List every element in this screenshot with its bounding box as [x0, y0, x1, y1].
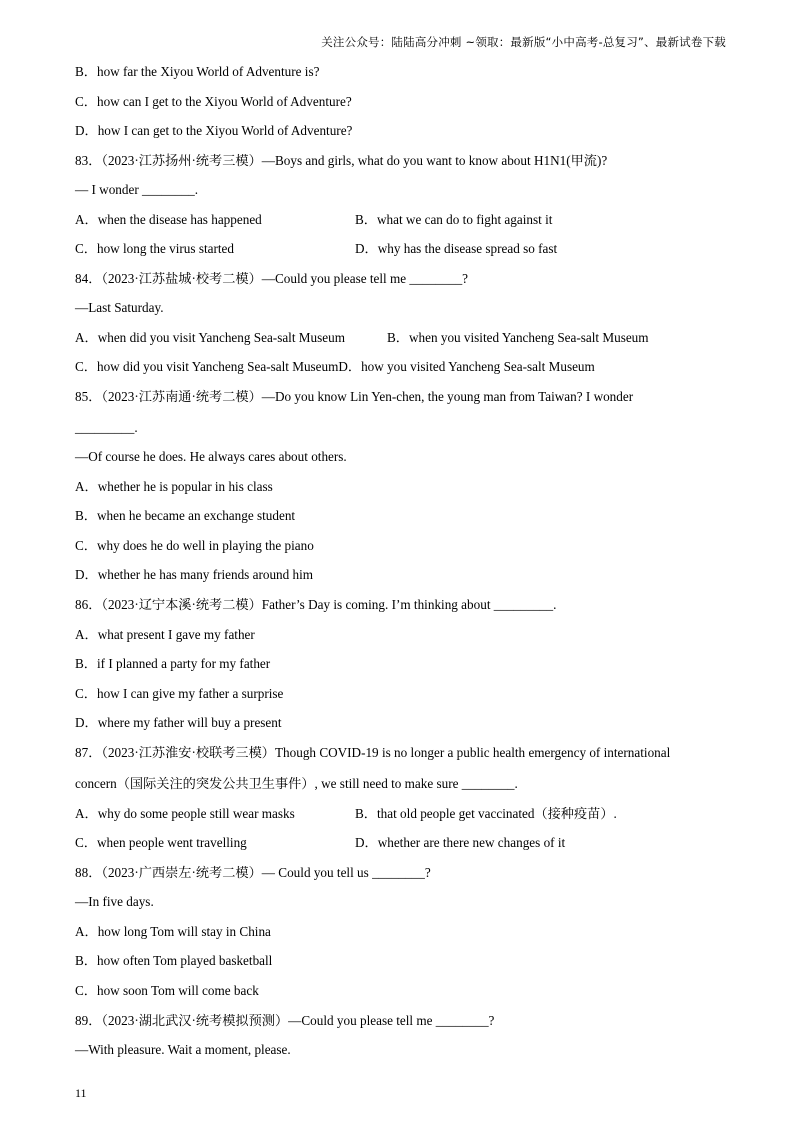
question-86-option-a: A．what present I gave my father — [75, 627, 255, 642]
question-84-stem: 84．（2023·江苏盐城·校考二模）—Could you please tell me ________? — [75, 271, 469, 286]
question-83-stem: 83．（2023·江苏扬州·统考三模）—Boys and girls, what do you want to know about H1N1(甲流)? — [75, 153, 608, 168]
question-85-option-d: D．whether he has many friends around him — [75, 567, 314, 582]
question-83-option-d: D．why has the disease spread so fast — [355, 241, 558, 256]
question-87-option-c: C．when people went travelling — [75, 835, 247, 850]
question-84-option-b: B．when you visited Yancheng Sea-salt Museum — [387, 330, 649, 345]
question-85-response: —Of course he does. He always cares about others. — [75, 449, 347, 464]
question-84-response: —Last Saturday. — [75, 300, 164, 315]
question-88-stem: 88．（2023·广西崇左·统考二模）— Could you tell us ________? — [75, 865, 431, 880]
question-85-stem: 85．（2023·江苏南通·统考二模）—Do you know Lin Yen-chen, the young man from Taiwan? I wonder — [75, 389, 634, 404]
question-87-option-d: D．whether are there new changes of it — [355, 835, 566, 850]
page-number: 11 — [75, 1086, 87, 1100]
question-83-option-c: C．how long the virus started — [75, 241, 234, 256]
option-d-q82: D．how I can get to the Xiyou World of Adventure? — [75, 123, 353, 138]
question-89-response: —With pleasure. Wait a moment, please. — [75, 1042, 291, 1057]
question-86-option-b: B．if I planned a party for my father — [75, 656, 271, 671]
option-b-q82: B．how far the Xiyou World of Adventure is? — [75, 64, 320, 79]
question-85-option-a: A．whether he is popular in his class — [75, 479, 273, 494]
question-85-blank: _________. — [75, 420, 138, 435]
question-86-option-c: C．how I can give my father a surprise — [75, 686, 284, 701]
question-86-stem: 86．（2023·辽宁本溪·统考二模）Father’s Day is coming. I’m thinking about _________. — [75, 597, 557, 612]
question-87-stem: 87．（2023·江苏淮安·校联考三模）Though COVID-19 is no longer a public health emergency of international — [75, 745, 671, 760]
question-83-response: — I wonder ________. — [75, 182, 199, 197]
question-88-response: —In five days. — [75, 894, 154, 909]
question-83-option-b: B．what we can do to fight against it — [355, 212, 553, 227]
question-84-option-a: A．when did you visit Yancheng Sea-salt Museum — [75, 330, 345, 345]
question-85-option-b: B．when he became an exchange student — [75, 508, 296, 523]
question-88-option-c: C．how soon Tom will come back — [75, 983, 259, 998]
question-87-stem-cont: concern（国际关注的突发公共卫生事件）, we still need to make sure ________. — [75, 776, 518, 791]
question-87-option-a: A．why do some people still wear masks — [75, 806, 295, 821]
question-87-option-b: B．that old people get vaccinated（接种疫苗）. — [355, 806, 617, 821]
page-header: 关注公众号：陆陆高分冲刺 ~领取：最新版“小中高考-总复习”、最新试卷下载 — [321, 35, 726, 49]
question-88-option-b: B．how often Tom played basketball — [75, 953, 273, 968]
question-84-options-cd: C．how did you visit Yancheng Sea-salt MuseumD．how you visited Yancheng Sea-salt Museum — [75, 359, 595, 374]
question-88-option-a: A．how long Tom will stay in China — [75, 924, 271, 939]
question-85-option-c: C．why does he do well in playing the piano — [75, 538, 314, 553]
question-86-option-d: D．where my father will buy a present — [75, 715, 282, 730]
question-83-option-a: A．when the disease has happened — [75, 212, 262, 227]
question-89-stem: 89．（2023·湖北武汉·统考模拟预测）—Could you please tell me ________? — [75, 1013, 495, 1028]
option-c-q82: C．how can I get to the Xiyou World of Adventure? — [75, 94, 352, 109]
